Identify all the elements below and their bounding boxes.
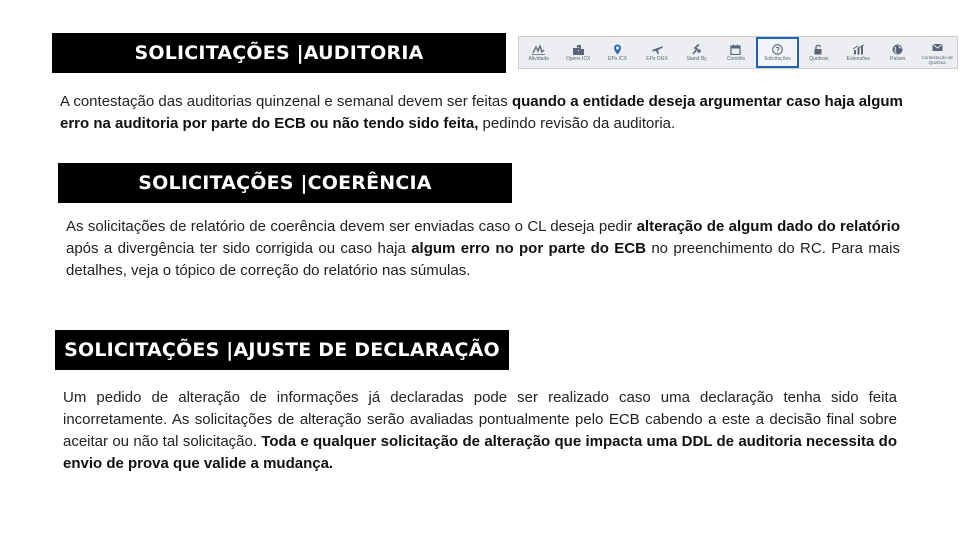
toolbar-item-label: Comitês: [726, 56, 746, 62]
toolbar-item-label: EPs OGX: [646, 56, 668, 62]
toolbar-item-extensoes[interactable]: [839, 37, 878, 68]
paragraph-auditoria: [60, 91, 910, 135]
paragraph-coerencia-text-3: no preenchimento do RC. Para mais detalhes, veja o tópico de correção do relatório nas súmulas.: [66, 240, 900, 279]
calendar-icon: [729, 44, 742, 55]
toolbar-item-opens-icx[interactable]: [558, 37, 597, 68]
section-title-auditoria-text: SOLICITAÇÕES |AUDITORIA: [134, 42, 424, 64]
navigation-toolbar: [518, 36, 958, 69]
toolbar-item-contestacao-de-quebras[interactable]: [918, 37, 957, 68]
toolbar-item-atividade[interactable]: [519, 37, 558, 68]
globe-icon: [891, 44, 904, 55]
section-title-coerencia-text: SOLICITAÇÕES |COERÊNCIA: [138, 172, 432, 194]
question-icon: [771, 44, 784, 55]
toolbar-item-paises[interactable]: [878, 37, 917, 68]
toolbar-item-label: Solicitações: [764, 56, 791, 62]
unlock-icon: [812, 44, 825, 55]
chart-up-icon: [852, 44, 865, 55]
airplane-icon: [651, 44, 664, 55]
toolbar-item-label: Atividade: [528, 56, 550, 62]
paragraph-ajuste-declaracao: [63, 387, 897, 475]
envelope-icon: [931, 42, 944, 53]
toolbar-item-quebras[interactable]: [799, 37, 838, 68]
paragraph-coerencia-text-2: após a divergência ter sido corrigida ou caso haja: [66, 240, 412, 257]
paragraph-coerencia-text-1: As solicitações de relatório de coerência devem ser enviadas caso o CL deseja pedir: [66, 218, 637, 235]
activity-icon: [532, 44, 545, 55]
section-title-ajuste-declaracao: [55, 330, 509, 370]
toolbar-item-label: Opens ICX: [565, 56, 591, 62]
toolbar-item-eps-ogx[interactable]: [637, 37, 676, 68]
stand-by-icon: [690, 44, 703, 55]
paragraph-coerencia-bold-1: alteração de algum dado do relatório: [636, 218, 901, 235]
toolbar-item-label: Países: [890, 56, 906, 62]
paragraph-auditoria-bold-1: quando a entidade deseja argumentar caso haja algum erro na auditoria por parte do ECB ou não tendo sido feita,: [60, 93, 903, 132]
toolbar-item-label: Contestação de Quebras: [921, 54, 954, 65]
toolbar-item-comites[interactable]: [716, 37, 755, 68]
paragraph-auditoria-text-2: pedindo revisão da auditoria.: [478, 115, 676, 132]
paragraph-coerencia: [66, 216, 900, 282]
toolbar-item-label: Stand By: [686, 56, 707, 62]
toolbar-item-stand-by[interactable]: [677, 37, 716, 68]
toolbar-item-label: EPs ICX: [608, 56, 628, 62]
toolbar-item-label: Extensões: [846, 56, 871, 62]
paragraph-ajuste-declaracao-text-1: Um pedido de alteração de informações já declaradas pode ser realizado caso uma declaração tenha sido feita incorretamente. As solicitações de alteração serão avaliadas pontualmente pelo ECB cabendo a este a decisão final sobre aceitar ou não tal solicitação.: [63, 389, 897, 450]
toolbar-item-solicitacoes[interactable]: [756, 37, 799, 68]
section-title-auditoria: [52, 33, 506, 73]
building-icon: [572, 44, 585, 55]
paragraph-auditoria-text-1: A contestação das auditorias quinzenal e semanal devem ser feitas: [60, 93, 512, 110]
paragraph-ajuste-declaracao-bold-1: Toda e qualquer solicitação de alteração que impacta uma DDL de auditoria necessita do envio de prova que valide a mudança.: [63, 433, 897, 472]
section-title-ajuste-declaracao-text: SOLICITAÇÕES |AJUSTE DE DECLARAÇÃO: [64, 339, 500, 361]
toolbar-item-label: Quebras: [809, 56, 829, 62]
person-pin-icon: [611, 44, 624, 55]
section-title-coerencia: [58, 163, 512, 203]
toolbar-item-eps-icx[interactable]: [598, 37, 637, 68]
paragraph-coerencia-bold-2: algum erro no por parte do ECB: [411, 240, 646, 257]
